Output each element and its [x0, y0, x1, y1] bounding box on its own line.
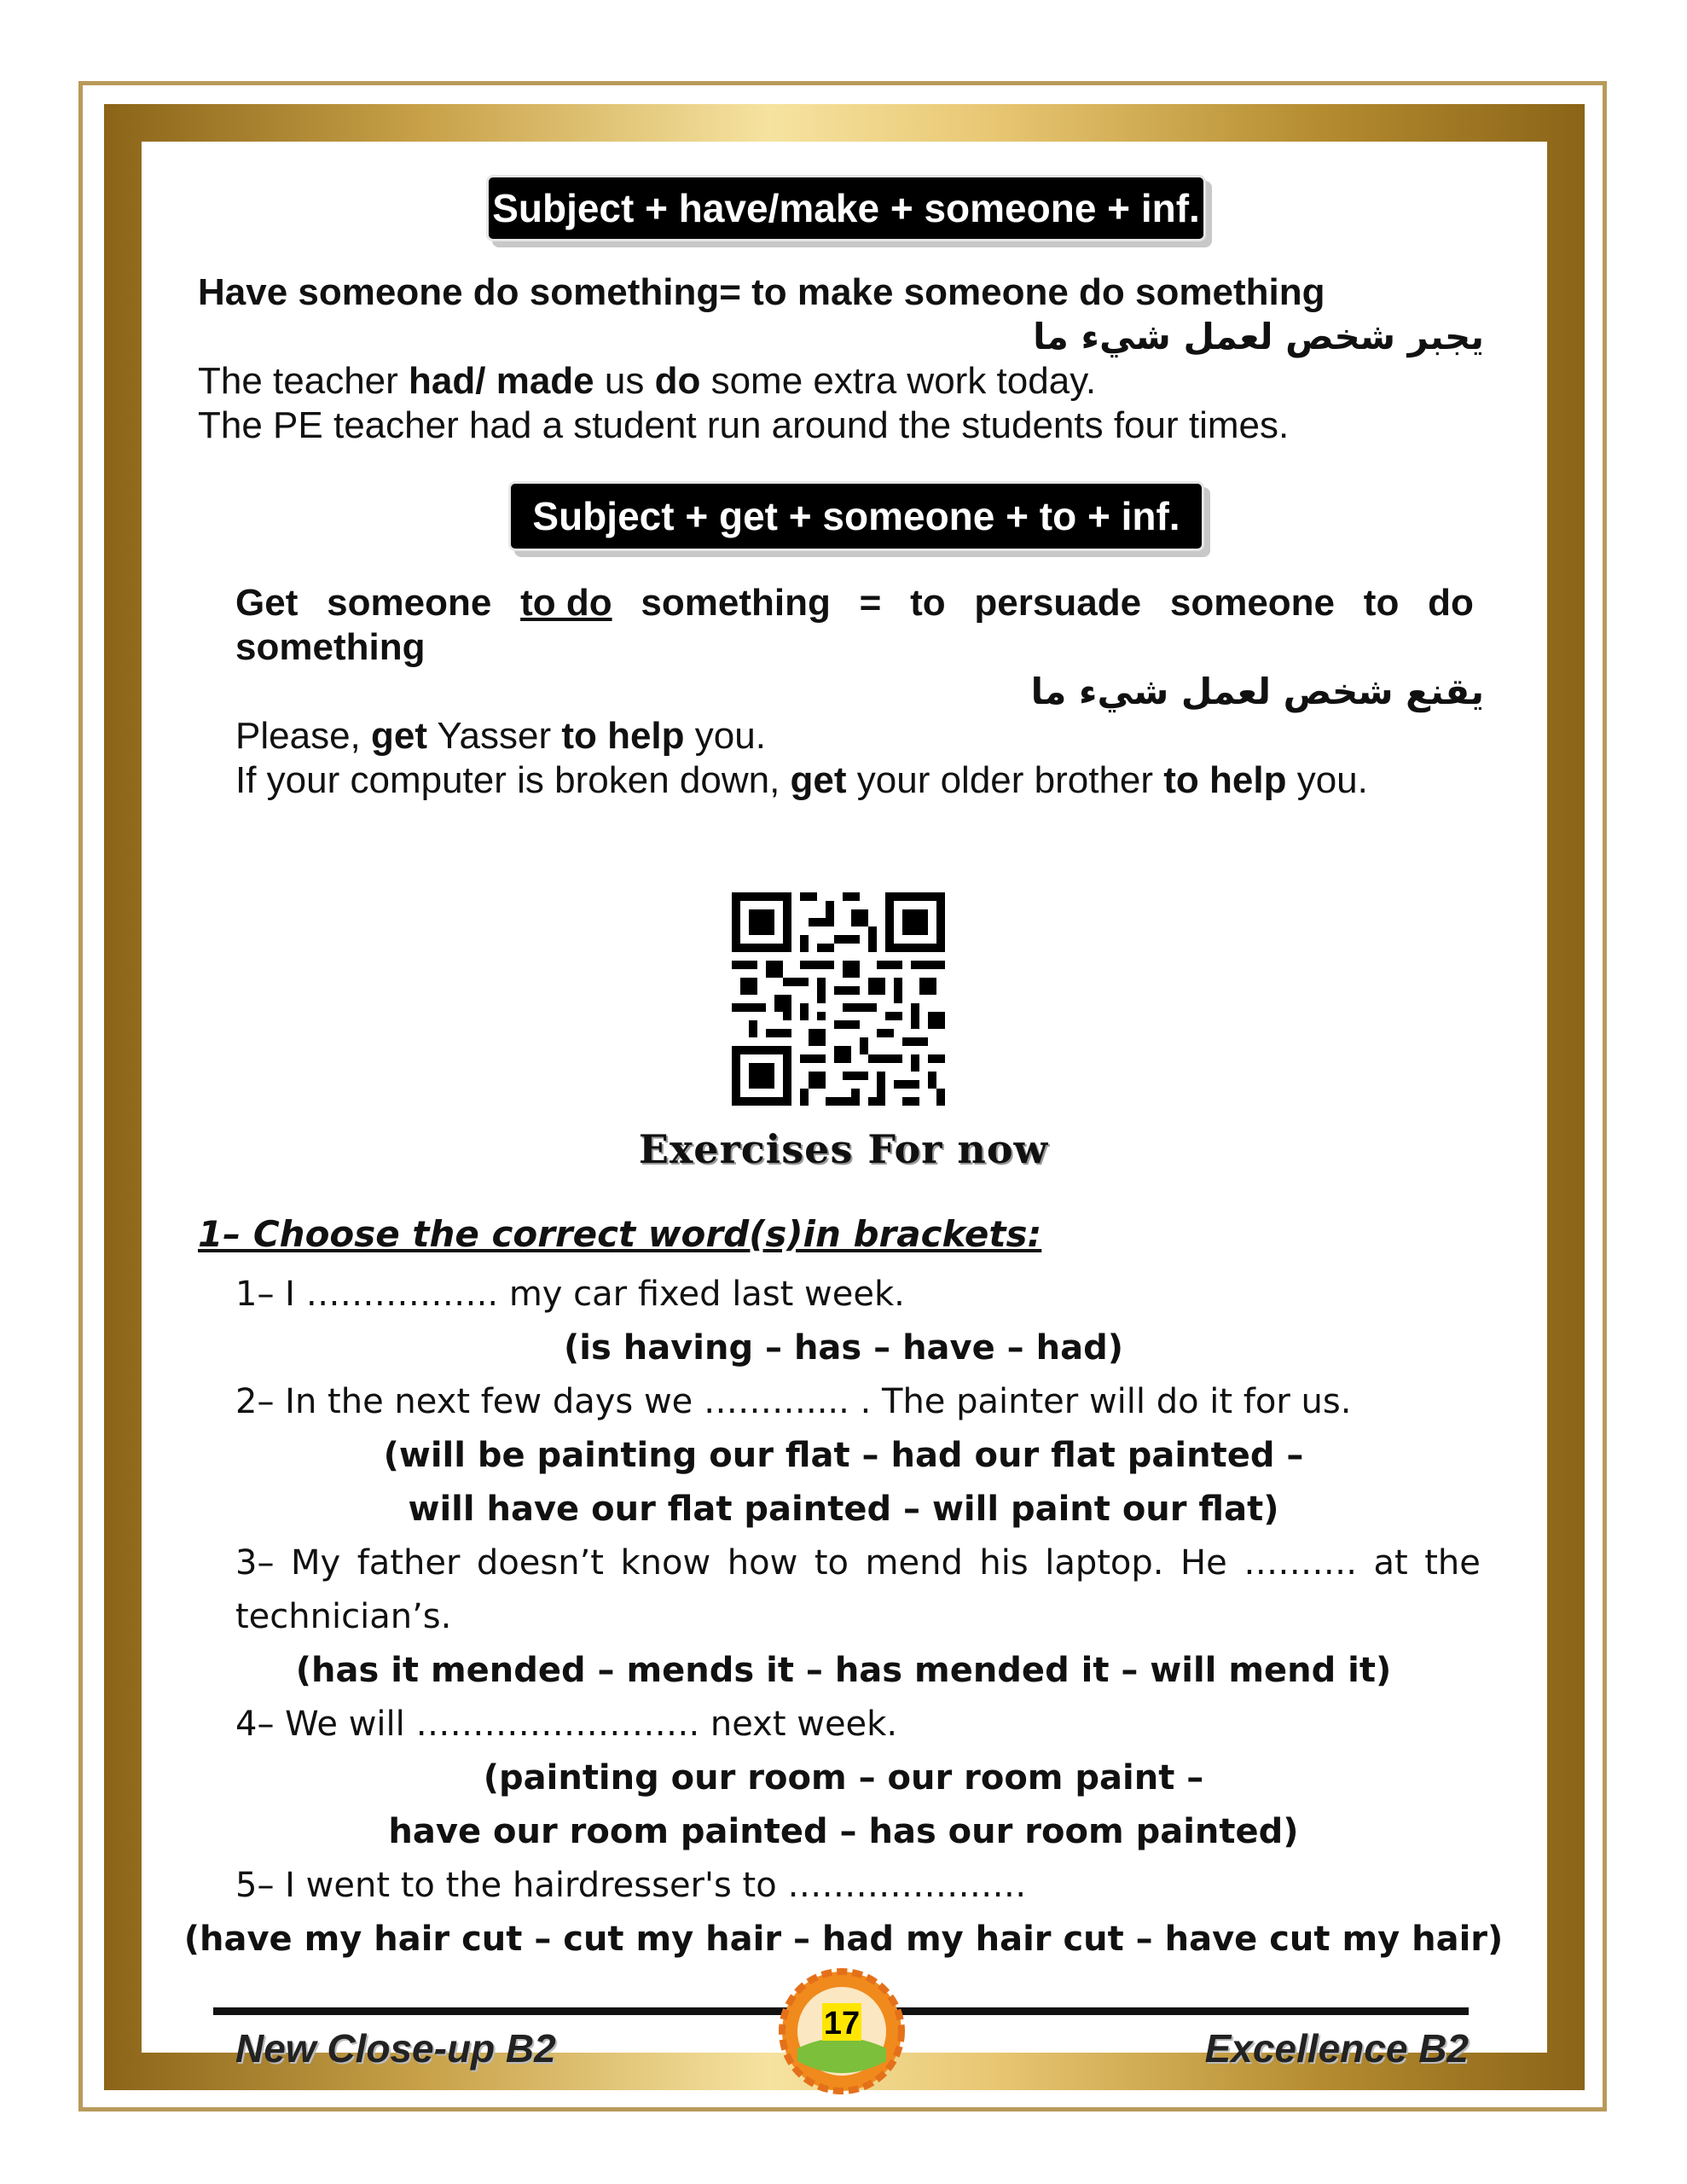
q3-word: how	[727, 1543, 798, 1583]
q3-word: the	[1424, 1543, 1481, 1583]
rule2-ex1-part: you.	[684, 715, 766, 757]
rule2-ex2-part: If your computer is broken down,	[235, 759, 791, 801]
rule2-header-text: Subject + get + someone + to + inf.	[532, 494, 1180, 538]
page-number: 17	[823, 2006, 861, 2042]
rule1-arabic: يجبر شخص لعمل شيء ما	[1033, 316, 1484, 357]
q3-word: his	[979, 1543, 1029, 1583]
rule2-def-word: someone	[327, 582, 492, 624]
question-1-options: (is having – has – have – had)	[564, 1328, 1123, 1368]
rule2-def-word: to	[910, 582, 946, 624]
rule2-ex2-inf: to help	[1163, 759, 1287, 801]
question-4: 4– We will ……………………. next week.	[235, 1705, 898, 1744]
question-3-line2: technician’s.	[235, 1597, 452, 1636]
rule1-ex1-verb: had/ made	[409, 360, 594, 402]
rule2-header-box	[508, 481, 1204, 551]
rule2-def-word-underlined: to do	[520, 582, 612, 624]
rule2-def-word: persuade	[974, 582, 1142, 624]
rule1-definition	[198, 271, 1325, 314]
question-3-options: (has it mended – mends it – has mended it – will mend it)	[295, 1651, 1392, 1690]
rule2-ex2-verb: get	[790, 759, 847, 801]
rule1-definition-text: Have someone do something= to make someone do something	[198, 271, 1325, 313]
rule2-ex1-part: Yasser	[426, 715, 562, 757]
rule2-def-word: to	[1363, 582, 1400, 624]
q3-word: laptop.	[1045, 1543, 1164, 1583]
rule2-ex1-part: Please,	[235, 715, 371, 757]
question-4-options-line2: have our room painted – has our room painted)	[388, 1812, 1299, 1851]
rule2-ex2-part: your older brother	[846, 759, 1164, 801]
rule2-def-word: do	[1428, 582, 1474, 624]
question-1: 1– I …………….. my car fixed last week.	[235, 1275, 905, 1314]
question-2-options-line1: (will be painting our flat – had our flat painted –	[383, 1436, 1304, 1475]
q3-word: 3–	[235, 1543, 275, 1583]
q3-word: at	[1373, 1543, 1408, 1583]
rule2-example-1	[235, 715, 766, 758]
question-2: 2– In the next few days we ……….... . The painter will do it for us.	[235, 1382, 1352, 1421]
rule1-header-box	[486, 175, 1206, 241]
question-4-options-line1: (painting our room – our room paint –	[483, 1758, 1204, 1798]
rule1-example-1	[198, 360, 1096, 403]
rule1-ex1-inf: do	[654, 360, 701, 402]
rule1-ex1-part: us	[594, 360, 655, 402]
page-number-badge	[778, 1967, 906, 2095]
rule2-def-word: someone	[1169, 582, 1336, 624]
rule2-ex1-verb: get	[370, 715, 427, 757]
rule2-def-word: =	[859, 582, 882, 624]
footer-book-title-right: Excellence B2	[1204, 2026, 1469, 2071]
rule2-definition-line1	[235, 582, 1474, 624]
rule2-definition-line2: something	[235, 626, 426, 668]
q3-word: mend	[865, 1543, 963, 1583]
qr-code-image[interactable]	[732, 892, 945, 1106]
exercise-section-title: 1– Choose the correct word(s)in brackets:	[198, 1213, 1042, 1255]
q3-word: doesn’t	[476, 1543, 604, 1583]
rule1-ex1-part: The teacher	[198, 360, 409, 402]
question-3-line1	[235, 1543, 1481, 1583]
q3-word: My	[290, 1543, 341, 1583]
rule1-ex1-part: some extra work today.	[700, 360, 1097, 402]
rule2-example-2	[235, 759, 1368, 802]
question-2-options-line2: will have our flat painted – will paint our flat)	[408, 1490, 1279, 1529]
rule2-def-word: Get	[235, 582, 299, 624]
footer-book-title-left: New Close-up B2	[235, 2026, 556, 2071]
exercises-heading: Exercises For now	[638, 1126, 1049, 1172]
rule1-header-text: Subject + have/make + someone + inf.	[492, 186, 1200, 230]
rule2-ex1-inf: to help	[561, 715, 685, 757]
question-5: 5– I went to the hairdresser's to …………………	[235, 1866, 1027, 1905]
q3-word: He	[1180, 1543, 1227, 1583]
rule2-ex2-part: you.	[1286, 759, 1368, 801]
q3-word: father	[357, 1543, 461, 1583]
rule2-arabic: يقنع شخص لعمل شيء ما	[1030, 671, 1484, 712]
q3-word: know	[620, 1543, 711, 1583]
rule2-def-word: something	[641, 582, 831, 624]
q3-blank: ……….	[1244, 1543, 1357, 1583]
rule1-example-2: The PE teacher had a student run around the students four times.	[198, 404, 1290, 446]
question-5-options: (have my hair cut – cut my hair – had my hair cut – have cut my hair)	[183, 1920, 1504, 1959]
q3-word: to	[814, 1543, 849, 1583]
